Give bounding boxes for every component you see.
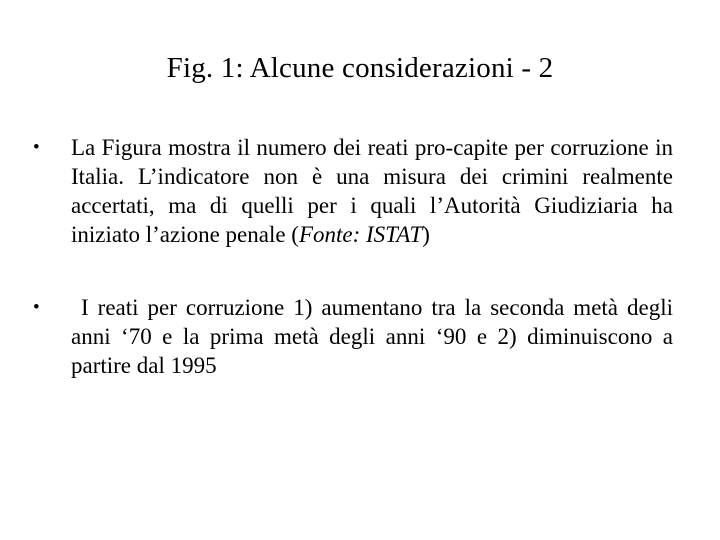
bullet-text: La Figura mostra il numero dei reati pro-capite per corruzione in Italia. L’indicatore non è una misura dei crimini realmente accertati, ma di quelli per i quali l’Autorità Giudiziaria ha iniziato l’azione penale (: [71, 135, 673, 247]
bullet-list: [33, 133, 673, 380]
bullet-text: I reati per corruzione 1) aumentano tra la seconda metà degli anni ‘70 e la prima metà degli anni ‘90 e 2) diminuiscono a partire dal 1995: [71, 295, 673, 378]
bullet-item-trend: [33, 293, 673, 380]
slide-title: Fig. 1: Alcune considerazioni - 2: [166, 52, 554, 84]
bullet-item-figure-description: [33, 133, 673, 249]
bullet-text-end: ): [422, 222, 430, 247]
bullet-icon: •: [33, 297, 40, 318]
bullet-icon: •: [33, 137, 40, 158]
source-citation: Fonte: ISTAT: [298, 222, 423, 247]
